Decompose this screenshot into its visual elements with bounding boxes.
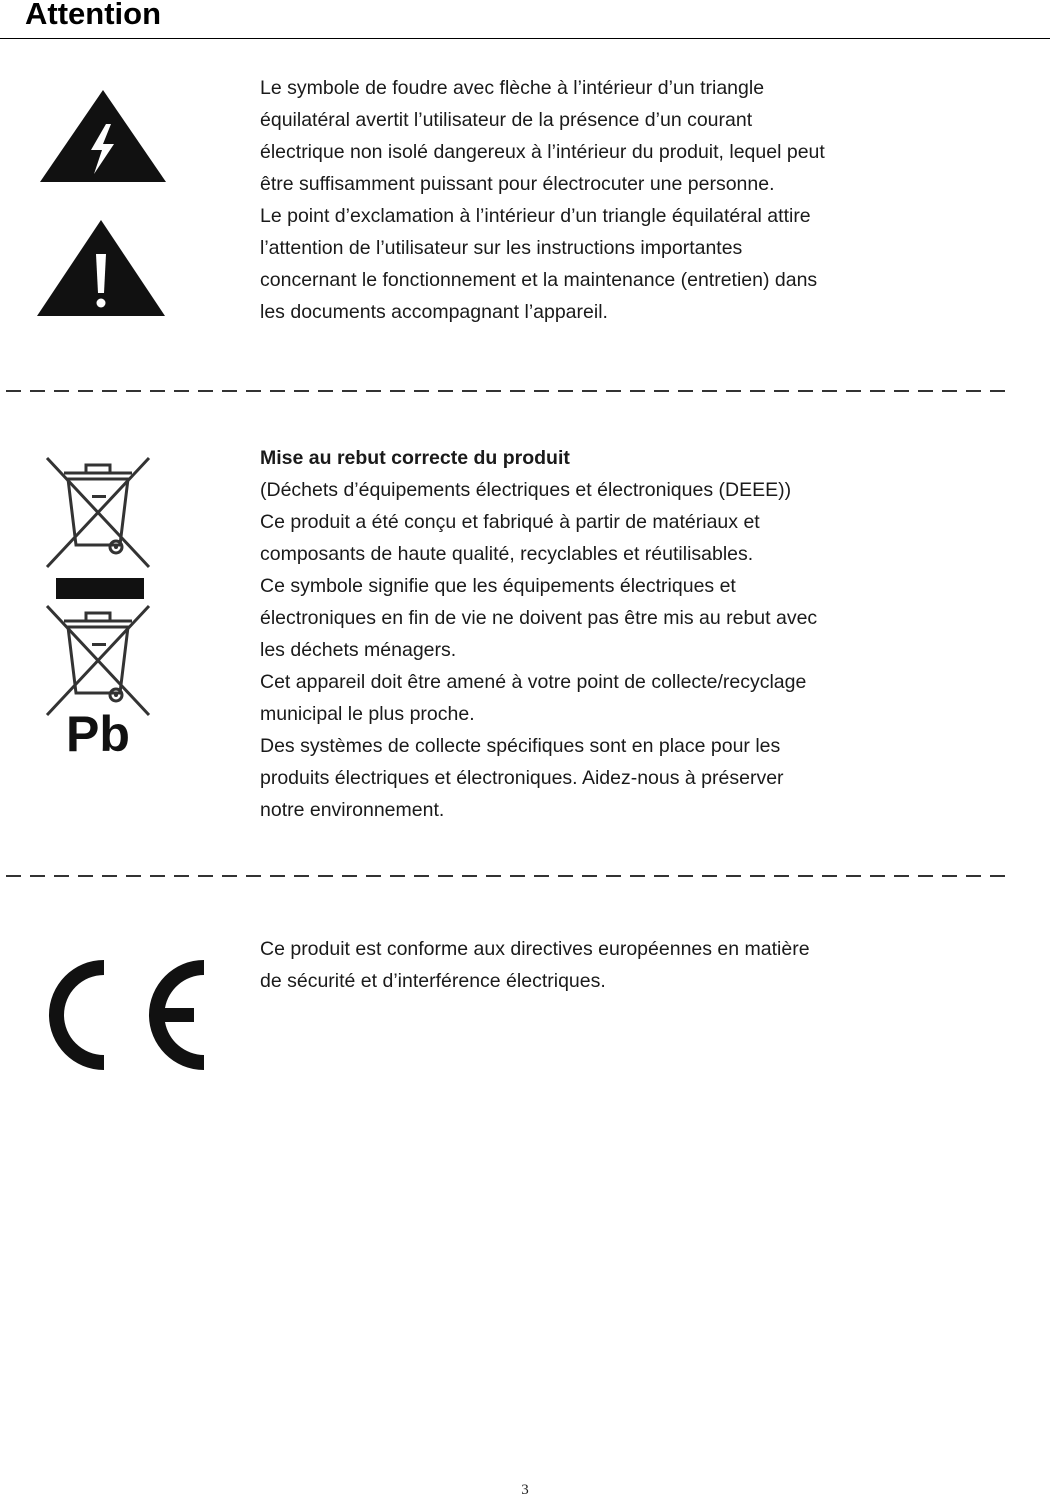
lightning-triangle-icon (38, 88, 168, 184)
dashed-divider (6, 875, 1006, 877)
black-bar-icon (56, 578, 144, 599)
title-rule (0, 38, 1050, 39)
text-line: Des systèmes de collecte spécifiques sont en place pour les (260, 735, 781, 757)
text-line: Cet appareil doit être amené à votre point de collecte/recyclage (260, 671, 807, 693)
text-line: les déchets ménagers. (260, 639, 457, 661)
text-line: l’attention de l’utilisateur sur les instructions importantes (260, 237, 743, 259)
dashed-divider (6, 390, 1006, 392)
text-line: produits électriques et électroniques. Aidez-nous à préserver (260, 767, 784, 789)
crossed-bin-icon (42, 455, 154, 570)
text-line: Ce symbole signifie que les équipements électriques et (260, 575, 736, 597)
text-line: Le point d’exclamation à l’intérieur d’un triangle équilatéral attire (260, 205, 811, 227)
pb-label: Pb (66, 706, 130, 755)
disposal-heading: Mise au rebut correcte du produit (260, 447, 570, 469)
text-line: équilatéral avertit l’utilisateur de la présence d’un courant (260, 109, 753, 131)
lightning-exclamation-description (260, 72, 940, 328)
text-line: concernant le fonctionnement et la maintenance (entretien) dans (260, 269, 818, 291)
text-line: notre environnement. (260, 799, 445, 821)
text-line: municipal le plus proche. (260, 703, 475, 725)
text-line: composants de haute qualité, recyclables et réutilisables. (260, 543, 754, 565)
crossed-bin-pb-icon (42, 603, 154, 755)
text-line: Le symbole de foudre avec flèche à l’intérieur d’un triangle (260, 77, 765, 99)
ce-description (260, 933, 940, 997)
exclamation-triangle-icon (35, 218, 167, 318)
text-line: électroniques en fin de vie ne doivent pas être mis au rebut avec (260, 607, 818, 629)
text-line: être suffisamment puissant pour électrocuter une personne. (260, 173, 775, 195)
disposal-description (260, 442, 940, 826)
text-line: électrique non isolé dangereux à l’intérieur du produit, lequel peut (260, 141, 825, 163)
page-title: Attention (25, 0, 162, 31)
text-line: (Déchets d’équipements électriques et électroniques (DEEE)) (260, 479, 792, 501)
ce-mark-icon (34, 950, 209, 1080)
text-line: Ce produit a été conçu et fabriqué à partir de matériaux et (260, 511, 760, 533)
text-line: les documents accompagnant l’appareil. (260, 301, 608, 323)
page-number: 3 (521, 1482, 529, 1498)
text-line: de sécurité et d’interférence électriques. (260, 970, 606, 992)
text-line: Ce produit est conforme aux directives européennes en matière (260, 938, 810, 960)
